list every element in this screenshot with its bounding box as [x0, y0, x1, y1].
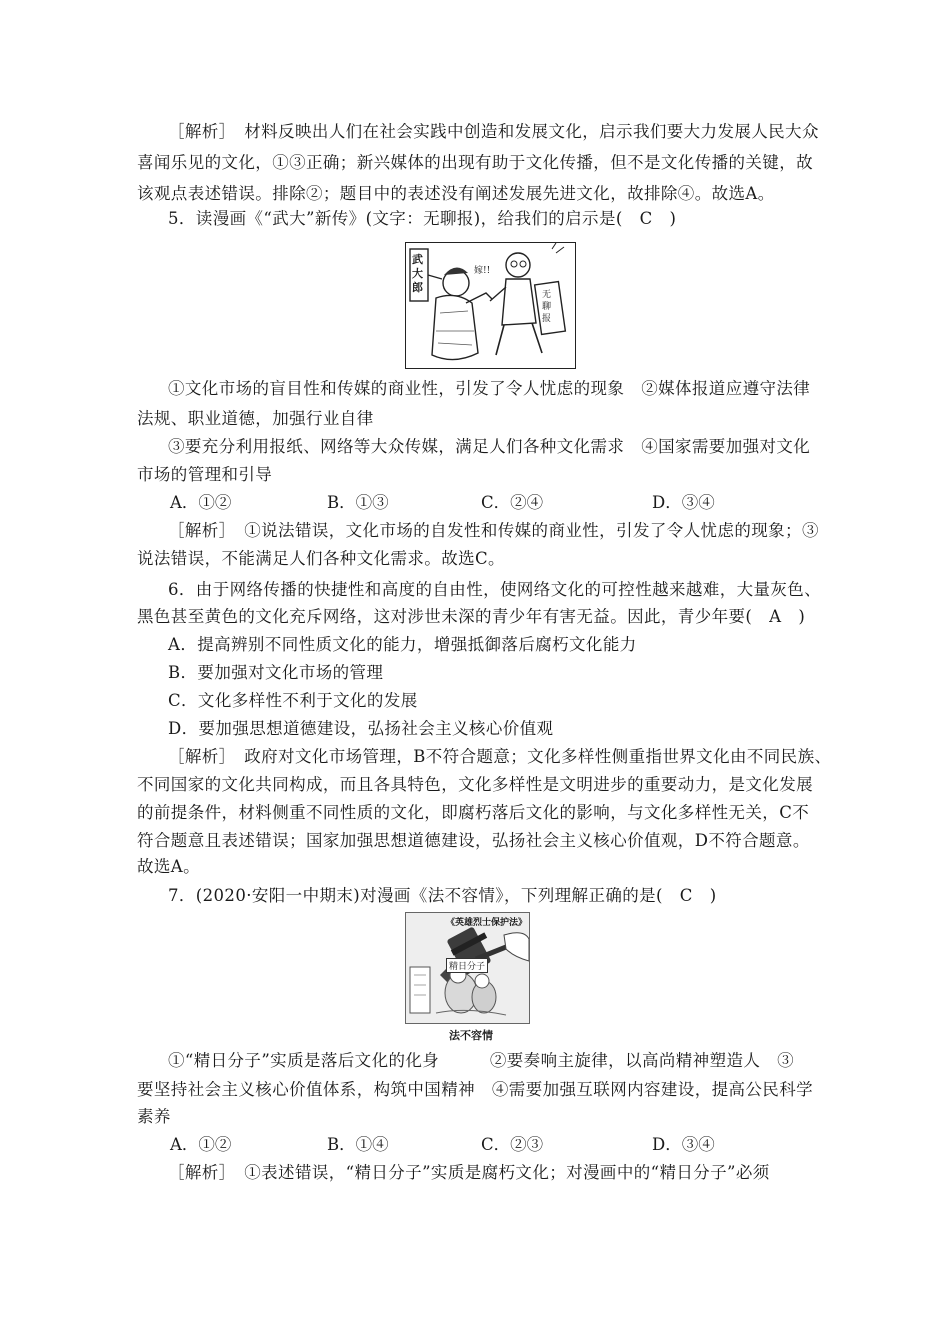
- question-7: 7．(2020·安阳一中期末)对漫画《法不容情》，下列理解正确的是( C ): [168, 886, 717, 905]
- analysis-line: 故选A。: [137, 857, 201, 876]
- sign-wudalang: 武大郎: [412, 253, 423, 294]
- option-d: D．要加强思想道德建设，弘扬社会主义核心价值观: [168, 719, 554, 738]
- analysis-line: 不同国家的文化共同构成，而且各具特色，文化多样性是文明进步的重要动力，是文化发展: [137, 775, 813, 794]
- cartoon-caption: 法不容情: [449, 1029, 493, 1042]
- option-a: A．①②: [170, 493, 232, 512]
- analysis-line: 符合题意且表述错误；国家加强思想道德建设，弘扬社会主义核心价值观，D不符合题意。: [137, 831, 810, 850]
- law-book-label: 《英雄烈士保护法》: [446, 918, 528, 928]
- item-line: 要坚持社会主义核心价值体系，构筑中国精神 ④需要加强互联网内容建设，提高公民科学: [137, 1080, 813, 1099]
- item-line: ①“精日分子”实质是落后文化的化身 ②要奏响主旋律，以高尚精神塑造人 ③: [168, 1051, 795, 1070]
- analysis-line: 的前提条件，材料侧重不同性质的文化，即腐朽落后文化的影响，与文化多样性无关，C不: [137, 803, 810, 822]
- sign-wuliaobao: 无聊报: [542, 290, 552, 324]
- analysis-line: ［解析］ 政府对文化市场管理，B不符合题意；文化多样性侧重指世界文化由不同民族、: [168, 747, 832, 766]
- item-line: 素养: [137, 1107, 171, 1126]
- question-5: 5．读漫画《“武大”新传》(文字：无聊报)，给我们的启示是( C ): [168, 209, 677, 228]
- analysis-line: 该观点表述错误。排除②；题目中的表述没有阐述发展先进文化，故排除④。故选A。: [137, 184, 775, 203]
- option-b: B．①③: [327, 493, 389, 512]
- option-a: A．①②: [170, 1135, 232, 1154]
- analysis-line: 喜闻乐见的文化，①③正确；新兴媒体的出现有助于文化传播，但不是文化传播的关键，故: [137, 153, 813, 172]
- option-c: C．②④: [481, 493, 544, 512]
- option-c: C．②③: [481, 1135, 544, 1154]
- analysis-line: ［解析］ 材料反映出人们在社会实践中创造和发展文化，启示我们要大力发展人民大众: [168, 122, 819, 141]
- option-b: B．①④: [327, 1135, 389, 1154]
- item-line: ①文化市场的盲目性和传媒的商业性，引发了令人忧虑的现象 ②媒体报道应遵守法律: [168, 379, 811, 398]
- item-line: 法规、职业道德，加强行业自律: [137, 409, 374, 428]
- question-6: 黑色甚至黄色的文化充斥网络，这对涉世未深的青少年有害无益。因此，青少年要( A ): [137, 607, 806, 626]
- option-d: D．③④: [652, 493, 715, 512]
- question-6: 6．由于网络传播的快捷性和高度的自由性，使网络文化的可控性越来越难，大量灰色、: [168, 580, 822, 599]
- svg-text:嫁!!: 嫁!!: [474, 266, 491, 276]
- option-c: C．文化多样性不利于文化的发展: [168, 691, 418, 710]
- cartoon-frame: [405, 912, 530, 1024]
- item-line: 市场的管理和引导: [137, 465, 273, 484]
- analysis-line: 说法错误，不能满足人们各种文化需求。故选C。: [137, 549, 505, 568]
- tag-jingri: 精日分子: [446, 958, 488, 973]
- cartoon-wuda: [405, 242, 576, 369]
- option-d: D．③④: [652, 1135, 715, 1154]
- analysis-line: ［解析］ ①说法错误，文化市场的自发性和传媒的商业性，引发了令人忧虑的现象；③: [168, 521, 819, 540]
- option-a: A．提高辨别不同性质文化的能力，增强抵御落后腐朽文化能力: [168, 635, 637, 654]
- cartoon-fa-bu-rong-qing: [405, 912, 530, 1040]
- option-b: B．要加强对文化市场的管理: [168, 663, 384, 682]
- analysis-line: ［解析］ ①表述错误，“精日分子”实质是腐朽文化；对漫画中的“精日分子”必须: [168, 1163, 770, 1182]
- item-line: ③要充分利用报纸、网络等大众传媒，满足人们各种文化需求 ④国家需要加强对文化: [168, 437, 811, 456]
